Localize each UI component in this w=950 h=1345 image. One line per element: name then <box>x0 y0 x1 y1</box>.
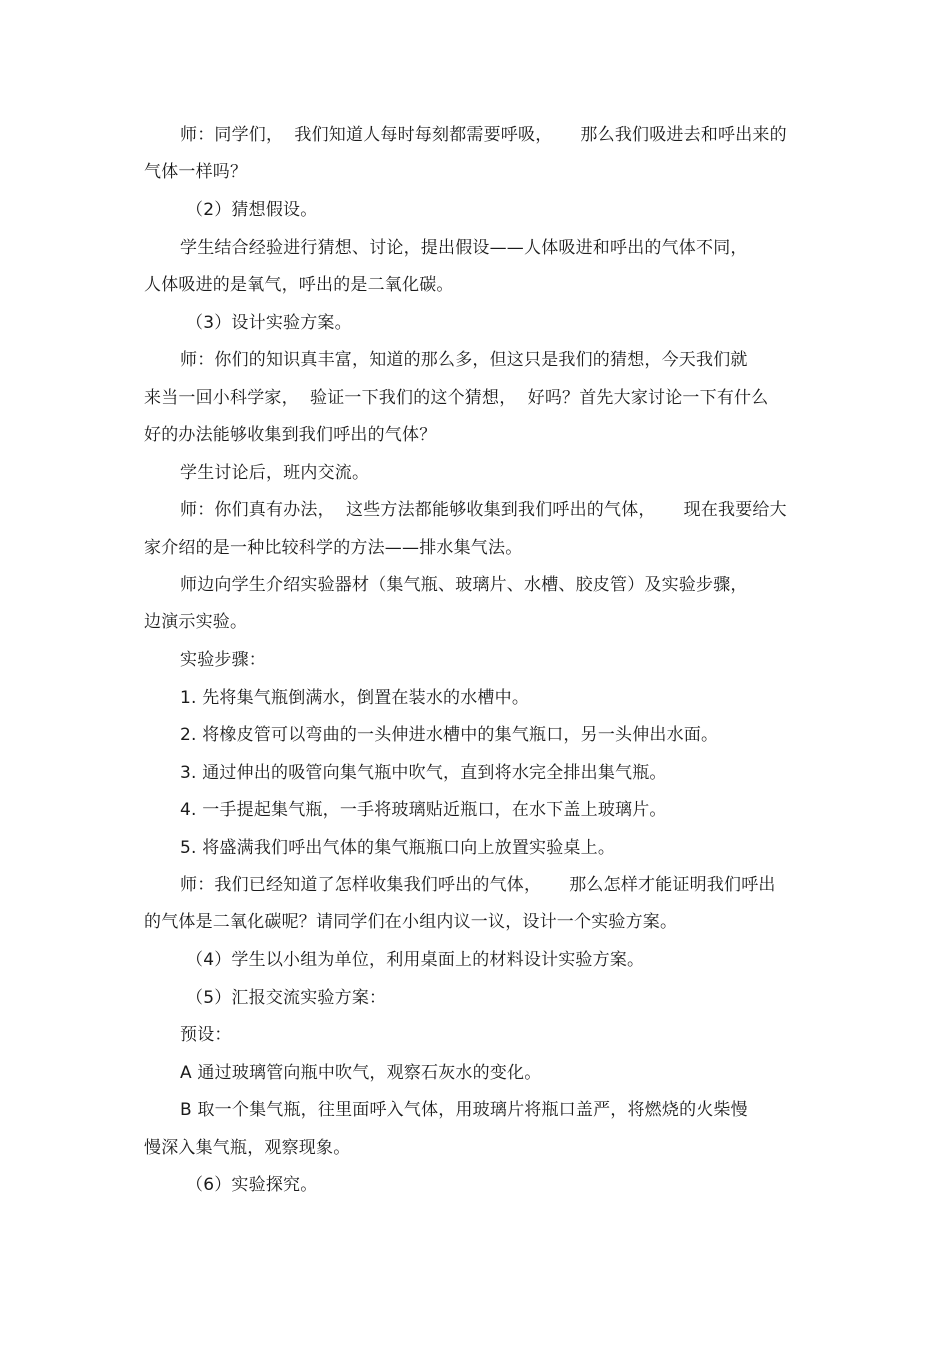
preset-item: A 通过玻璃管向瓶中吹气，观察石灰水的变化。 <box>180 1063 542 1083</box>
paragraph-line: 气体一样吗？ <box>144 162 248 182</box>
paragraph-line: 家介绍的是一种比较科学的方法——排水集气法。 <box>144 538 523 558</box>
step-item: 4. 一手提起集气瓶，一手将玻璃贴近瓶口，在水下盖上玻璃片。 <box>180 800 667 820</box>
paragraph-line: 慢深入集气瓶，观察现象。 <box>144 1138 351 1158</box>
step-item: 2. 将橡皮管可以弯曲的一头伸进水槽中的集气瓶口，另一头伸出水面。 <box>180 725 719 745</box>
section-heading: （3）设计实验方案。 <box>186 313 352 333</box>
paragraph-line: 学生结合经验进行猜想、讨论，提出假设——人体吸进和呼出的气体不同， <box>180 238 748 258</box>
paragraph-line: 师边向学生介绍实验器材（集气瓶、玻璃片、水槽、胶皮管）及实验步骤， <box>180 575 748 595</box>
paragraph-line: 的气体是二氧化碳呢？请同学们在小组内议一议，设计一个实验方案。 <box>144 912 678 932</box>
section-heading: （4）学生以小组为单位，利用桌面上的材料设计实验方案。 <box>186 950 645 970</box>
steps-heading: 实验步骤： <box>180 650 266 670</box>
paragraph-line: 师：你们真有办法， 这些方法都能够收集到我们呼出的气体， 现在我要给大 <box>180 500 787 520</box>
paragraph-line: 来当一回小科学家， 验证一下我们的这个猜想， 好吗？首先大家讨论一下有什么 <box>144 388 769 408</box>
step-item: 1. 先将集气瓶倒满水，倒置在装水的水槽中。 <box>180 688 530 708</box>
section-heading: （5）汇报交流实验方案： <box>186 988 387 1008</box>
paragraph-line: 师：同学们， 我们知道人每时每刻都需要呼吸， 那么我们吸进去和呼出来的 <box>180 125 787 145</box>
paragraph-line: 人体吸进的是氧气，呼出的是二氧化碳。 <box>144 275 454 295</box>
section-heading: （2）猜想假设。 <box>186 200 318 220</box>
paragraph-line: 师：你们的知识真丰富，知道的那么多，但这只是我们的猜想，今天我们就 <box>180 350 748 370</box>
section-heading: （6）实验探究。 <box>186 1175 318 1195</box>
paragraph-line: 边演示实验。 <box>144 612 248 632</box>
paragraph-line: 好的办法能够收集到我们呼出的气体？ <box>144 425 437 445</box>
step-item: 5. 将盛满我们呼出气体的集气瓶瓶口向上放置实验桌上。 <box>180 838 616 858</box>
step-item: 3. 通过伸出的吸管向集气瓶中吹气，直到将水完全排出集气瓶。 <box>180 763 667 783</box>
preset-heading: 预设： <box>180 1025 232 1045</box>
preset-item: B 取一个集气瓶，往里面呼入气体，用玻璃片将瓶口盖严，将燃烧的火柴慢 <box>180 1100 748 1120</box>
paragraph-line: 学生讨论后，班内交流。 <box>180 463 370 483</box>
paragraph-line: 师：我们已经知道了怎样收集我们呼出的气体， 那么怎样才能证明我们呼出 <box>180 875 776 895</box>
